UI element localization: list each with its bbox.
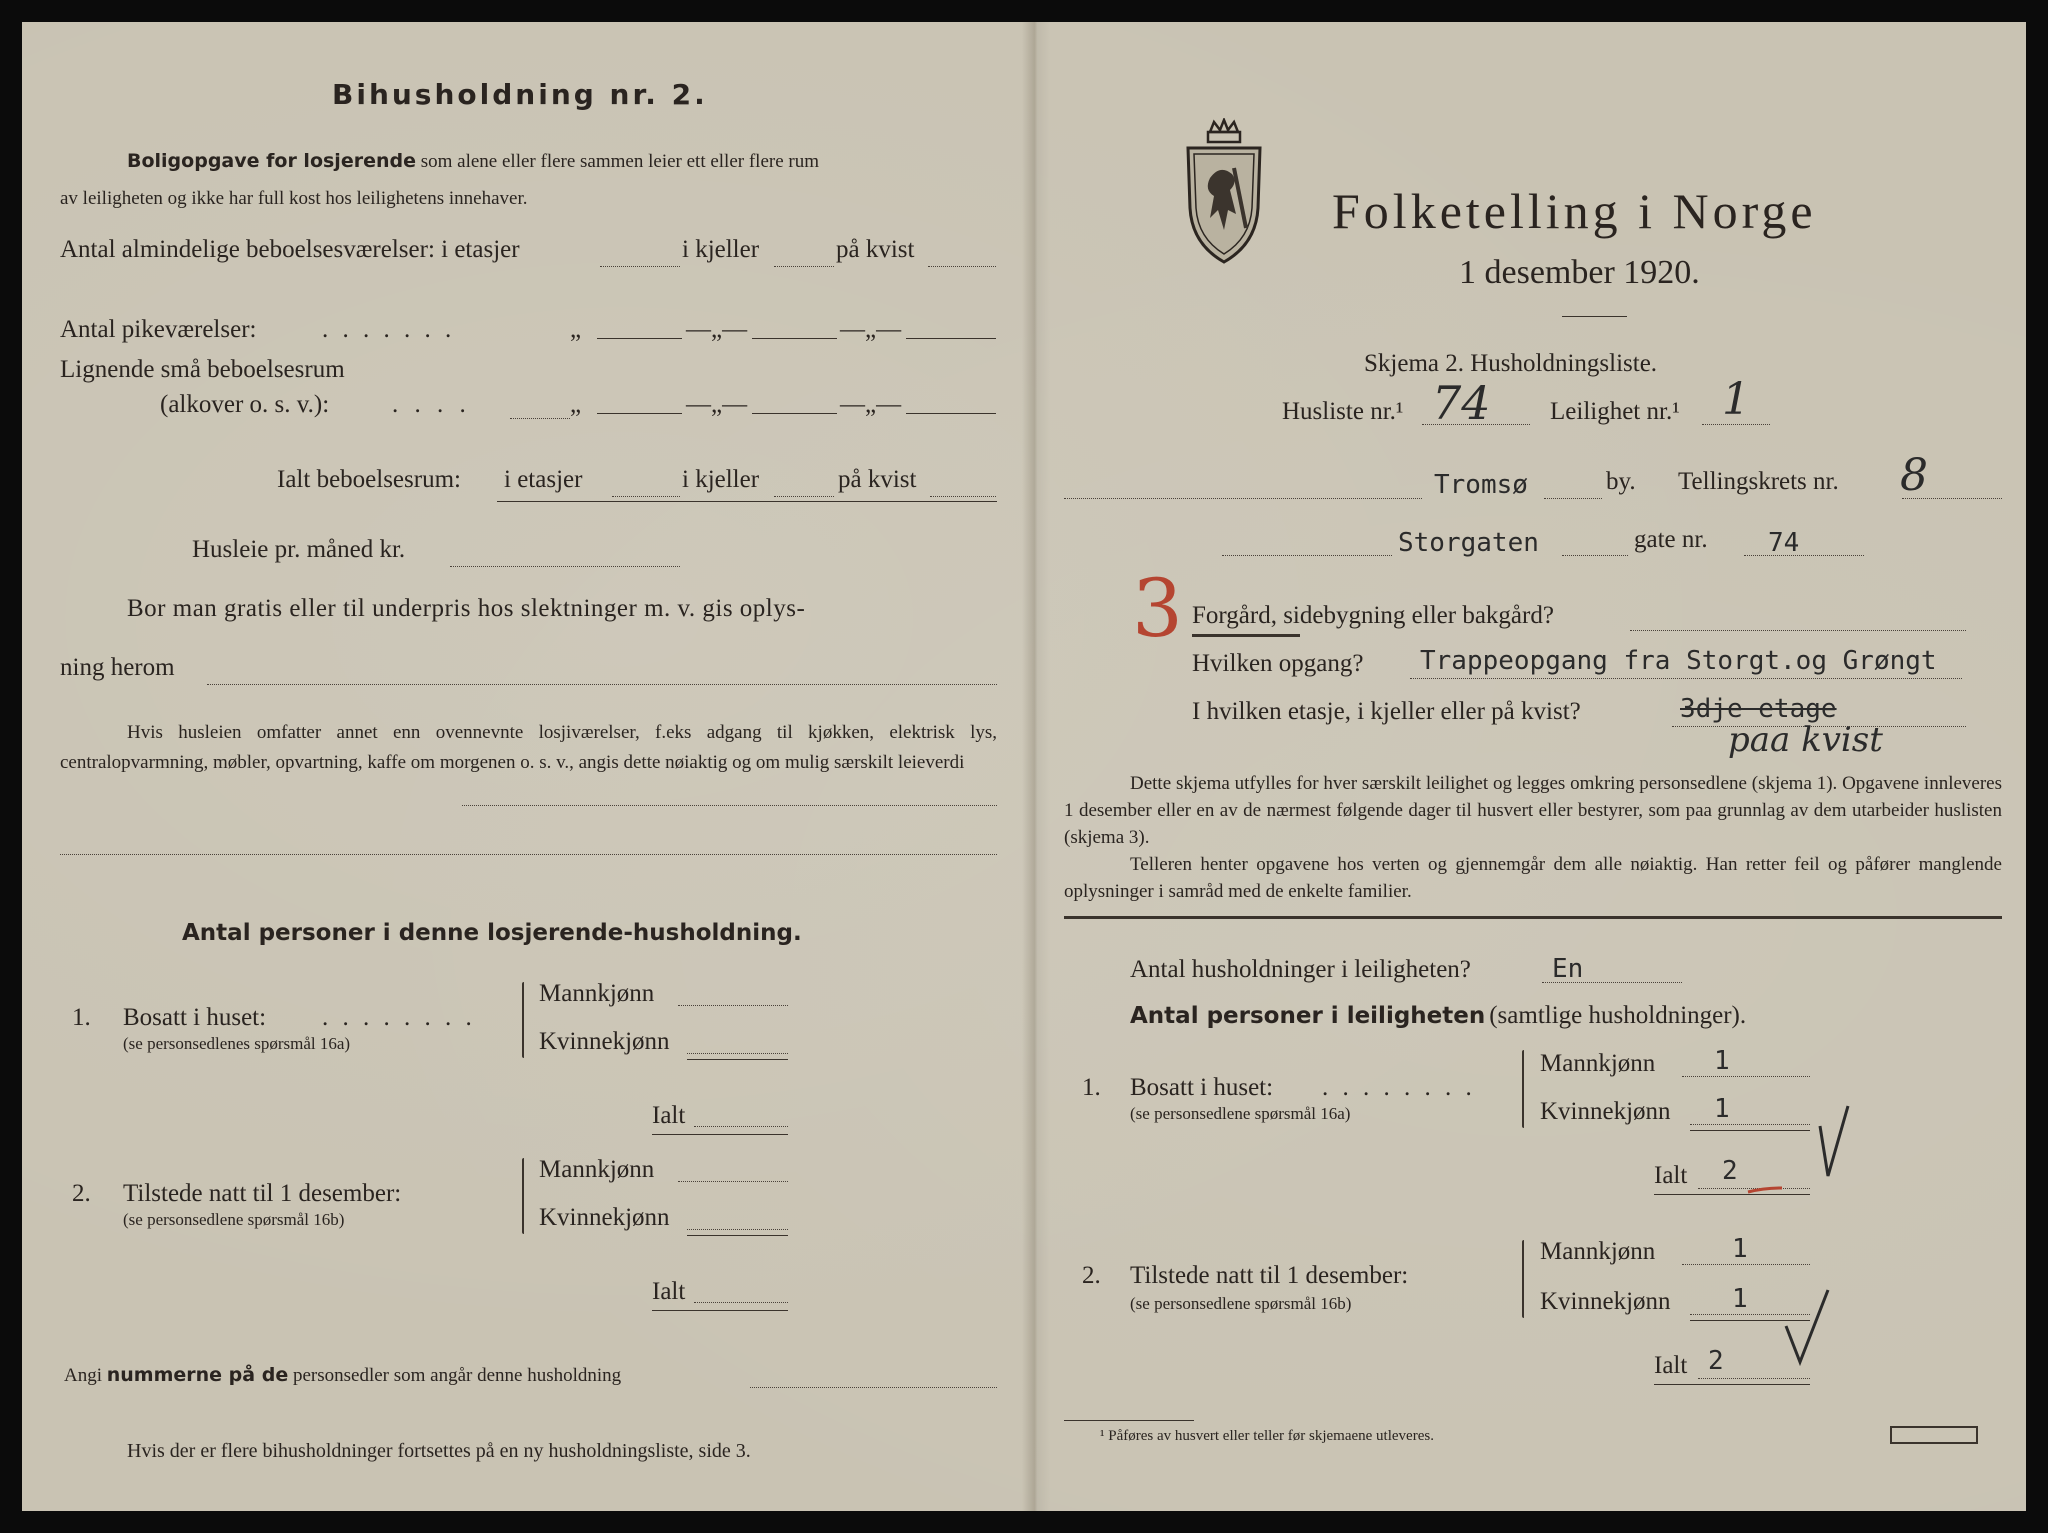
lignende-label: Lignende små beboelsesrum xyxy=(60,356,345,383)
alkover-lead xyxy=(510,418,570,419)
info-paragraph-1: Dette skjema utfylles for hver særskilt leilighet og legges omkring personsedlene (skjema 1). Opgavene innleveres 1 desember eller en av de nærmest følgende dager til husvert eller bestyrer, som paa grunnlag av dem utarbeider huslisten (skjema 3). xyxy=(1064,773,2002,848)
husliste-label: Husliste nr.¹ xyxy=(1282,398,1404,425)
ialt-kvist-field[interactable] xyxy=(930,496,996,497)
right-q2-ialt-value: 2 xyxy=(1708,1346,1724,1376)
right-q1-mann-value: 1 xyxy=(1714,1046,1730,1076)
pikevaerelser-label: Antal pikeværelser: xyxy=(60,316,257,343)
left-q1-kvinne-label: Kvinnekjønn xyxy=(539,1028,670,1055)
right-q1-mann-field[interactable] xyxy=(1682,1076,1810,1077)
kvist-field[interactable] xyxy=(928,266,996,267)
info-paragraph-2: Telleren henter opgavene hos verten og gjennemgår dem alle nøiaktig. Han retter feil og påfører manglende oplysninger i samråd med de enkelte familier. xyxy=(1064,854,2002,902)
ditto-dash: —„— xyxy=(840,316,902,343)
footnote: ¹ Påføres av husvert eller teller før skjemaene utleveres. xyxy=(1100,1428,1434,1444)
street-value: Storgaten xyxy=(1398,528,1539,558)
ialt-etasjer-label: i etasjer xyxy=(504,466,583,493)
footnote-rule xyxy=(1064,1420,1194,1421)
etasje-struck-value: 3dje etage xyxy=(1680,694,1837,724)
ialt-underline xyxy=(497,501,997,502)
page-fold xyxy=(1022,22,1050,1511)
left-q2-brace xyxy=(522,1158,524,1234)
left-q1-sub: (se personsedlenes spørsmål 16a) xyxy=(123,1034,351,1053)
opgang-field[interactable] xyxy=(1410,678,1962,679)
right-q1-dots: . . . . . . . . xyxy=(1322,1074,1476,1101)
gate-field[interactable] xyxy=(1744,555,1864,556)
intro-line1 xyxy=(127,150,819,173)
antal-rooms-label: Antal almindelige beboelsesværelser: i etasjer xyxy=(60,236,520,263)
left-q2-mann-label: Mannkjønn xyxy=(539,1156,655,1183)
forgard-field[interactable] xyxy=(1630,630,1966,631)
alkover-etasjer-field[interactable] xyxy=(597,413,682,414)
ditto-dash: —„— xyxy=(686,316,748,343)
city-value: Tromsø xyxy=(1434,470,1528,500)
pike-etasjer-field[interactable] xyxy=(597,338,682,339)
etasje-value: paa kvist xyxy=(1728,720,1883,760)
right-q2-num: 2. xyxy=(1082,1262,1101,1289)
right-q2-kvinne-label: Kvinnekjønn xyxy=(1540,1288,1671,1315)
right-q2-ialt-underline xyxy=(1654,1384,1810,1385)
right-persons-heading-rest: (samtlige husholdninger). xyxy=(1489,1002,1747,1029)
right-q1-num: 1. xyxy=(1082,1074,1101,1101)
pike-kjeller-field[interactable] xyxy=(752,338,837,339)
angi-pre: Angi xyxy=(64,1365,102,1386)
by-label: by. xyxy=(1606,468,1636,495)
right-q1-ialt-value: 2 xyxy=(1722,1156,1738,1186)
left-q2-num: 2. xyxy=(72,1180,91,1207)
checkmark-icon xyxy=(1816,1102,1852,1182)
gate-label: gate nr. xyxy=(1634,526,1708,553)
bor-line2: ning herom xyxy=(60,654,175,681)
leieverdi-field-2[interactable] xyxy=(60,854,997,855)
right-q2-ialt-label: Ialt xyxy=(1654,1352,1688,1379)
opgang-value: Trappeopgang fra Storgt.og Grøngt xyxy=(1420,646,1937,676)
right-q1-ialt-label: Ialt xyxy=(1654,1162,1688,1189)
left-q2-ialt-underline xyxy=(652,1310,788,1311)
gate-value: 74 xyxy=(1768,528,1800,558)
kvist-label: på kvist xyxy=(836,236,915,263)
margin-mark: 3 xyxy=(1132,562,1183,655)
skjema-label: Skjema 2. Husholdningsliste. xyxy=(1364,350,1658,377)
section-divider xyxy=(1064,916,2002,919)
left-persons-heading: Antal personer i denne losjerende-husholdning. xyxy=(182,920,802,946)
left-q2-ialt-label: Ialt xyxy=(652,1278,686,1305)
angi-bold: nummerne på de xyxy=(106,1364,289,1386)
left-q2-label: Tilstede natt til 1 desember: xyxy=(123,1180,402,1207)
alkover-kvist-field[interactable] xyxy=(906,413,996,414)
right-q2-kvinne-value: 1 xyxy=(1732,1284,1748,1314)
angi-field[interactable] xyxy=(750,1387,997,1388)
city-lead xyxy=(1064,498,1422,499)
left-q1-brace xyxy=(522,982,524,1058)
left-q2-kvinne-label: Kvinnekjønn xyxy=(539,1204,670,1231)
ditto-mark: „ xyxy=(570,316,582,343)
census-form-sheet xyxy=(22,22,2026,1511)
ialt-kvist-label: på kvist xyxy=(838,466,917,493)
left-q1-ialt-underline xyxy=(652,1134,788,1135)
left-q1-mann-label: Mannkjønn xyxy=(539,980,655,1007)
intro-line2: av leiligheten og ikke har full kost hos leilighetens innehaver. xyxy=(60,188,528,209)
pikevaerelser-dots: . . . . . . . xyxy=(322,316,456,343)
left-q1-label: Bosatt i huset: xyxy=(123,1004,267,1031)
bor-field[interactable] xyxy=(207,684,997,685)
alkover-label: (alkover o. s. v.): xyxy=(160,391,330,418)
husliste-value: 74 xyxy=(1432,376,1491,430)
tellingskrets-label: Tellingskrets nr. xyxy=(1678,468,1839,495)
printer-stamp xyxy=(1890,1426,1978,1444)
right-q1-kvinne-field[interactable] xyxy=(1690,1124,1810,1125)
leilighet-label: Leilighet nr.¹ xyxy=(1550,398,1680,425)
angi-rest: personsedler som angår denne husholdning xyxy=(292,1365,622,1386)
kjeller-field[interactable] xyxy=(774,266,834,267)
right-q1-sub: (se personsedlene spørsmål 16a) xyxy=(1130,1104,1351,1123)
forgard-question: Forgård, sidebygning eller bakgård? xyxy=(1192,602,1554,629)
kjeller-label: i kjeller xyxy=(682,236,760,263)
left-q1-kvinne-field[interactable] xyxy=(687,1053,788,1054)
ditto-mark: „ xyxy=(570,391,582,418)
leilighet-value: 1 xyxy=(1722,374,1750,425)
left-q1-sum-line xyxy=(687,1059,788,1060)
ditto-dash: —„— xyxy=(840,391,902,418)
right-q1-mann-label: Mannkjønn xyxy=(1540,1050,1656,1077)
leieverdi-field[interactable] xyxy=(462,805,997,806)
left-q1-mann-field[interactable] xyxy=(678,1005,788,1006)
ialt-etasjer-field[interactable] xyxy=(612,496,680,497)
left-q2-sub: (se personsedlene spørsmål 16b) xyxy=(123,1210,345,1229)
left-q2-sum-line xyxy=(687,1235,788,1236)
bor-line1: Bor man gratis eller til underpris hos slektninger m. v. gis oplys- xyxy=(127,595,806,622)
right-q2-sub: (se personsedlene spørsmål 16b) xyxy=(1130,1294,1352,1313)
etasjer-field[interactable] xyxy=(600,266,680,267)
right-q2-mann-label: Mannkjønn xyxy=(1540,1238,1656,1265)
right-q1-brace xyxy=(1522,1050,1524,1128)
right-q2-ialt-field[interactable] xyxy=(1698,1378,1810,1379)
intro-bold: Boligopgave for losjerende xyxy=(127,150,416,172)
form-title: Folketelling i Norge xyxy=(1332,183,1817,239)
ialt-kjeller-field[interactable] xyxy=(774,496,834,497)
alkover-kjeller-field[interactable] xyxy=(752,413,837,414)
right-q1-kvinne-value: 1 xyxy=(1714,1094,1730,1124)
angi-line xyxy=(64,1364,621,1387)
street-field[interactable] xyxy=(1562,555,1628,556)
left-q1-ialt-label: Ialt xyxy=(652,1102,686,1129)
ialt-rooms-label: Ialt beboelsesrum: xyxy=(277,466,461,493)
left-q2-mann-field[interactable] xyxy=(678,1181,788,1182)
tellingskrets-value: 8 xyxy=(1900,450,1928,501)
checkmark-icon xyxy=(1782,1286,1832,1366)
ditto-dash: —„— xyxy=(686,391,748,418)
right-q2-brace xyxy=(1522,1240,1524,1318)
left-q1-ialt-field[interactable] xyxy=(694,1126,788,1127)
opgang-question: Hvilken opgang? xyxy=(1192,650,1364,677)
right-q1-label: Bosatt i huset: xyxy=(1130,1074,1274,1101)
etasje-question: I hvilken etasje, i kjeller eller på kvist? xyxy=(1192,698,1581,725)
left-q1-num: 1. xyxy=(72,1004,91,1031)
right-q2-label: Tilstede natt til 1 desember: xyxy=(1130,1262,1409,1289)
right-q1-sum-line xyxy=(1690,1130,1810,1131)
antal-husholdninger-question: Antal husholdninger i leiligheten? xyxy=(1130,956,1471,983)
right-persons-heading-bold: Antal personer i leiligheten xyxy=(1130,1003,1486,1029)
left-footer: Hvis der er flere bihusholdninger fortsettes på en ny husholdningsliste, side 3. xyxy=(127,1440,751,1462)
city-field[interactable] xyxy=(1544,498,1602,499)
street-lead xyxy=(1222,555,1392,556)
alkover-dots: . . . . xyxy=(392,391,471,418)
ialt-kjeller-label: i kjeller xyxy=(682,466,760,493)
husleie-label: Husleie pr. måned kr. xyxy=(192,536,406,563)
antal-husholdninger-value: En xyxy=(1552,954,1584,984)
left-q1-dots: . . . . . . . . xyxy=(322,1004,476,1031)
forgard-underline-mark xyxy=(1192,634,1300,637)
title-rule xyxy=(1562,316,1627,317)
hvis-paragraph: Hvis husleien omfatter annet enn ovennevnte losjiværelser, f.eks adgang til kjøkken, elektrisk lys, centralopvarmning, møbler, opvartning, kaffe om morgenen o. s. v., angis dette nøiaktig og om mulig særskilt leieverdi xyxy=(60,722,997,773)
right-q2-mann-value: 1 xyxy=(1732,1234,1748,1264)
coat-of-arms-icon xyxy=(1180,118,1264,264)
intro-rest: som alene eller flere sammen leier ett eller flere rum xyxy=(420,151,820,172)
pike-kvist-field[interactable] xyxy=(906,338,996,339)
husleie-field[interactable] xyxy=(450,566,680,567)
left-q2-kvinne-field[interactable] xyxy=(687,1229,788,1230)
right-q1-kvinne-label: Kvinnekjønn xyxy=(1540,1098,1671,1125)
right-q1-ialt-underline xyxy=(1654,1194,1810,1195)
right-q2-mann-field[interactable] xyxy=(1682,1264,1810,1265)
right-persons-heading xyxy=(1130,1002,1746,1030)
left-title: Bihusholdning nr. 2. xyxy=(332,78,708,111)
red-tick-icon xyxy=(1746,1182,1786,1198)
left-q2-ialt-field[interactable] xyxy=(694,1302,788,1303)
form-date: 1 desember 1920. xyxy=(1459,254,1700,291)
